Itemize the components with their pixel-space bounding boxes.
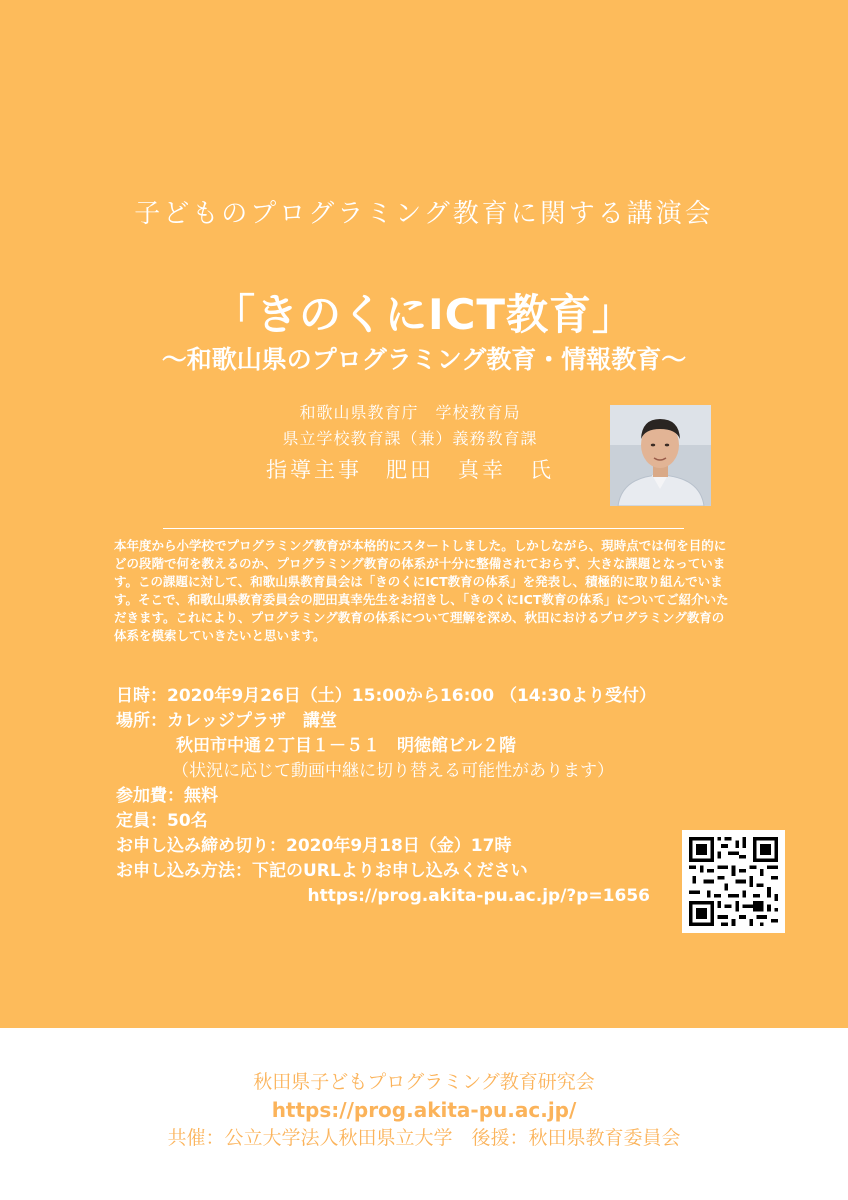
speaker-block — [230, 400, 590, 484]
detail-place: 場所：カレッジプラザ 講堂 — [116, 711, 337, 731]
footer-sponsors: 共催：公立大学法人秋田県立大学 後援：秋田県教育委員会 — [167, 1127, 681, 1149]
event-eyebrow: 子どものプログラミング教育に関する講演会 — [134, 199, 714, 229]
detail-deadline: お申し込み締め切り：2020年9月18日（金）17時 — [116, 836, 512, 856]
speaker-affiliation-2: 県立学校教育課（兼）義務教育課 — [282, 429, 538, 448]
speaker-name: 指導主事 肥田 真幸 氏 — [266, 458, 554, 482]
event-subtitle: 〜和歌山県のプログラミング教育・情報教育〜 — [161, 345, 687, 374]
footer-url[interactable]: https://prog.akita-pu.ac.jp/ — [271, 1098, 577, 1122]
detail-address: 秋田市中通２丁目１－５１ 明徳館ビル２階 — [176, 736, 516, 756]
detail-capacity: 定員：50名 — [116, 811, 208, 831]
qr-code-icon[interactable] — [682, 830, 785, 933]
detail-note: （状況に応じて動画中継に切り替える可能性があります） — [172, 761, 614, 781]
speaker-photo — [610, 405, 711, 506]
registration-url[interactable]: https://prog.akita-pu.ac.jp/?p=1656 — [307, 886, 650, 906]
intro-text: 本年度から小学校でプログラミング教育が本格的にスタートしました。しかしながら、現時点では何を目的にどの段階で何を教えるのか、プログラミング教育の体系が十分に整備されておらず、大きな課題となっています。この課題に対して、和歌山県教育員会は「きのくにICT教育の体系」を発表し、積極的に取り組んでいます。そこで、和歌山県教育委員会の肥田真幸先生をお招きし、「きのくにICT教育の体系」についてご紹介いただきます。これにより、プログラミング教育の体系について理解を深め、秋田におけるプログラミング教育の体系を模索していきたいと思います。 — [114, 538, 729, 643]
event-details — [116, 684, 756, 909]
speaker-affiliation-1: 和歌山県教育庁 学校教育局 — [299, 403, 521, 422]
divider — [163, 528, 684, 529]
detail-fee: 参加費：無料 — [116, 786, 218, 806]
footer-org: 秋田県子どもプログラミング教育研究会 — [253, 1071, 595, 1093]
detail-datetime: 日時：2020年9月26日（土）15:00から16:00 （14:30より受付） — [116, 686, 657, 706]
footer — [0, 1028, 848, 1200]
detail-method: お申し込み方法：下記のURLよりお申し込みください — [116, 861, 528, 881]
event-title: 「きのくにICT教育」 — [212, 290, 636, 339]
